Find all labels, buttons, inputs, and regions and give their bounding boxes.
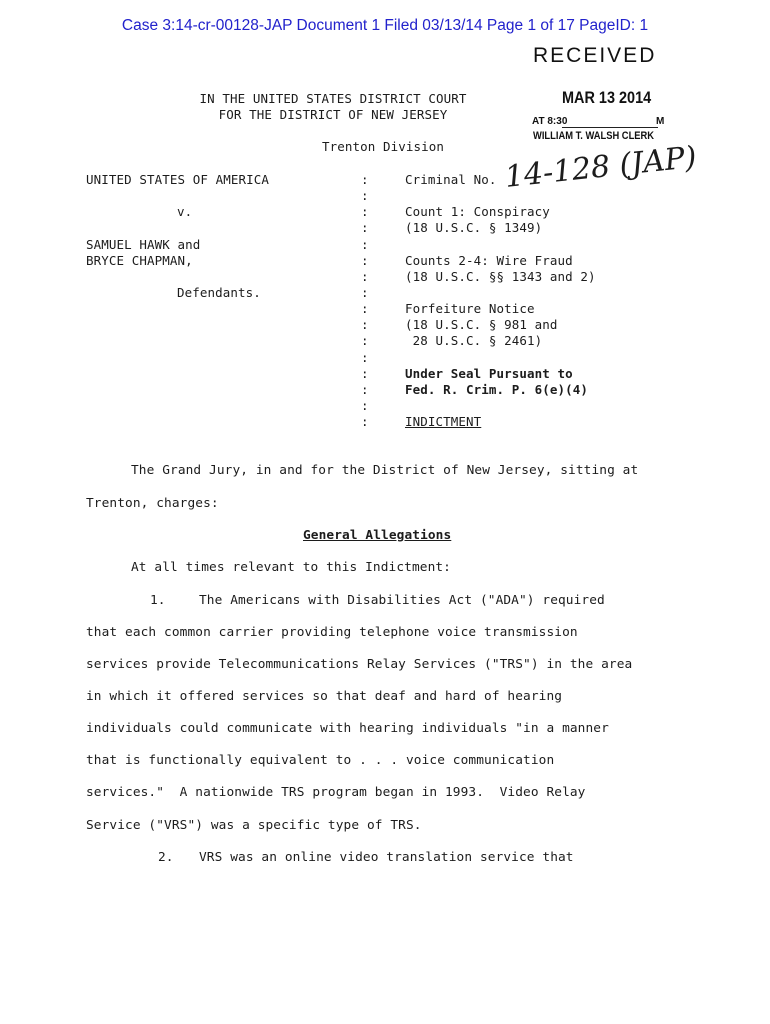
caption-defendant-1: SAMUEL HAWK and [86,237,201,252]
colon: : [361,414,369,429]
count-1-statute: (18 U.S.C. § 1349) [405,220,543,235]
forfeiture-statute-2: 28 U.S.C. § 2461) [405,333,543,348]
colon: : [361,204,369,219]
colon: : [361,188,369,203]
paragraph-1-line: individuals could communicate with hearing individuals "in a manner [86,721,609,736]
paragraph-1-line: services." A nationwide TRS program began in 1993. Video Relay [86,785,586,800]
court-division: Trenton Division [321,139,444,154]
stamp-rule [562,127,658,128]
court-name: IN THE UNITED STATES DISTRICT COURT [199,91,467,106]
colon: : [361,237,369,252]
section-title: General Allegations [303,528,452,543]
paragraph-1-line: services provide Telecommunications Relay Services ("TRS") in the area [86,657,633,672]
stamp-time: AT 8:30 [532,116,568,127]
stamp-time-suffix: M [656,116,665,127]
colon: : [361,220,369,235]
forfeiture-statute-1: (18 U.S.C. § 981 and [405,317,558,332]
relevant-times: At all times relevant to this Indictment: [131,560,451,575]
received-stamp: RECEIVED [533,44,657,67]
criminal-no-label: Criminal No. [405,172,497,187]
paragraph-1-line: Service ("VRS") was a specific type of TRS. [86,818,422,833]
paragraph-1-line: The Americans with Disabilities Act ("ADA") required [199,593,605,608]
case-header: Case 3:14-cr-00128-JAP Document 1 Filed 03/13/14 Page 1 of 17 PageID: 1 [121,17,649,34]
colon: : [361,366,369,381]
caption-defendant-2: BRYCE CHAPMAN, [86,253,193,268]
colon: : [361,350,369,365]
intro-line-2: Trenton, charges: [86,496,219,511]
colon: : [361,253,369,268]
colon: : [361,172,369,187]
forfeiture-notice: Forfeiture Notice [405,301,535,316]
paragraph-1-line: in which it offered services so that deaf and hard of hearing [86,689,563,704]
seal-line-2: Fed. R. Crim. P. 6(e)(4) [405,382,589,397]
colon: : [361,269,369,284]
colon: : [361,285,369,300]
stamp-clerk: WILLIAM T. WALSH CLERK [533,130,655,142]
counts-2-4: Counts 2-4: Wire Fraud [405,253,573,268]
colon: : [361,333,369,348]
caption-versus: v. [177,204,193,219]
paragraph-1-number: 1. [150,593,166,608]
paragraph-2-line: VRS was an online video translation service that [199,850,574,865]
counts-2-4-statute: (18 U.S.C. §§ 1343 and 2) [405,269,596,284]
caption-plaintiff: UNITED STATES OF AMERICA [86,172,270,187]
indictment-title: INDICTMENT [405,414,482,429]
intro-line-1: The Grand Jury, in and for the District of New Jersey, sitting at [131,463,639,478]
colon: : [361,317,369,332]
paragraph-1-line: that is functionally equivalent to . . . voice communication [86,753,555,768]
seal-line-1: Under Seal Pursuant to [405,366,573,381]
colon: : [361,382,369,397]
caption-defendants-label: Defendants. [177,285,261,300]
count-1: Count 1: Conspiracy [405,204,550,219]
paragraph-2-number: 2. [158,850,174,865]
paragraph-1-line: that each common carrier providing telephone voice transmission [86,625,578,640]
stamp-date: MAR 13 2014 [562,88,652,107]
court-district: FOR THE DISTRICT OF NEW JERSEY [218,107,448,122]
criminal-no-handwritten: 14-128 (JAP) [503,139,699,195]
colon: : [361,398,369,413]
colon: : [361,301,369,316]
